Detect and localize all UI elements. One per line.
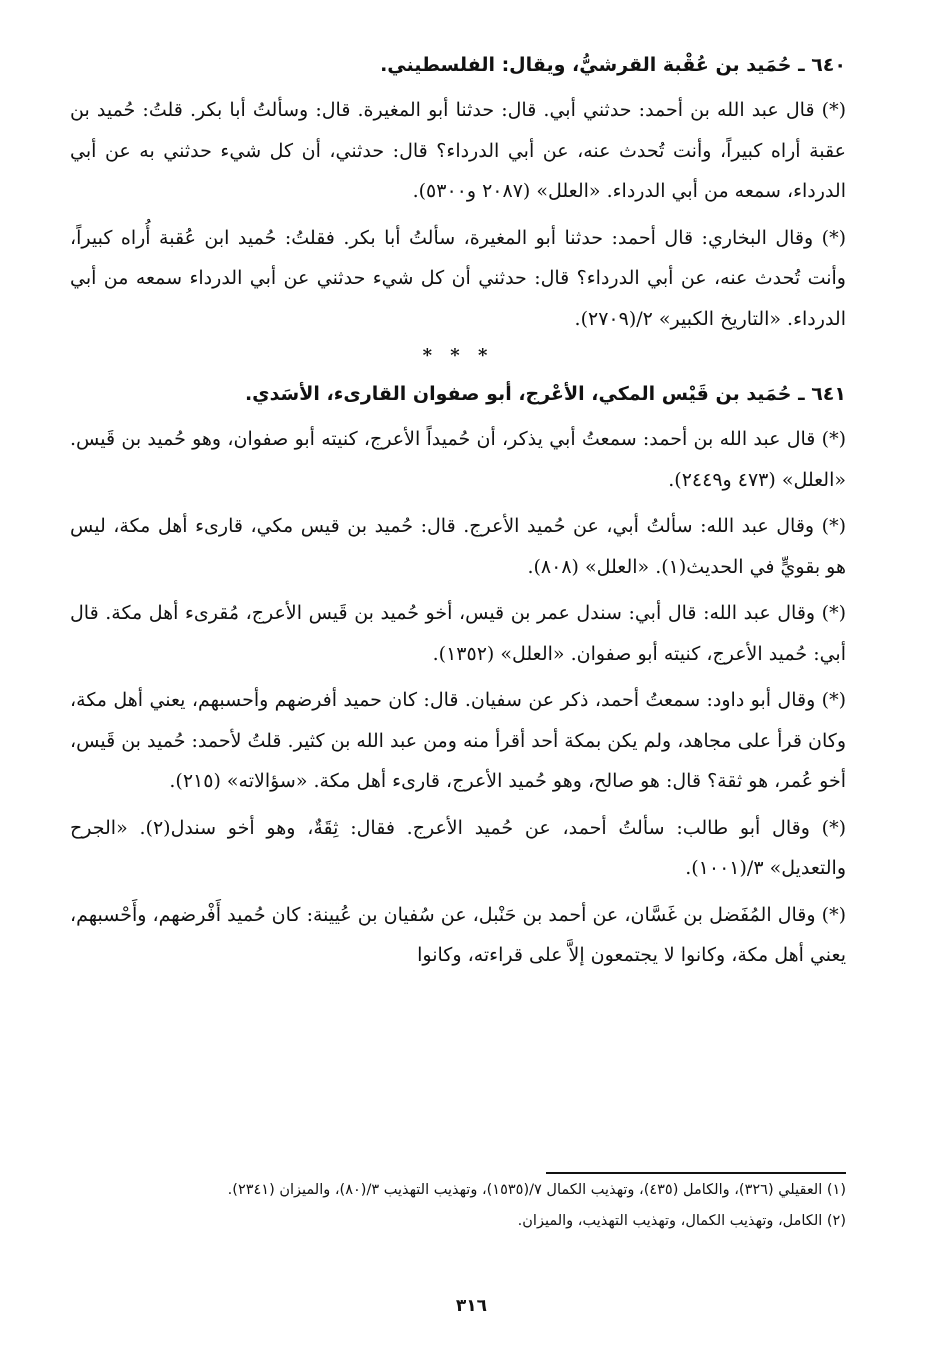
entry-paragraph: (*) وقال البخاري: قال أحمد: حدثنا أبو المغيرة، سألتُ أبا بكر. فقلتُ: حُميد ابن عُقبة أُراه كبيراً، وأنت تُحدث عنه، عن أبي الدرداء؟ قال: حدثني أن كل شيء حدثني عن أبي الدرداء سمعه من أبي الدرداء. «التاريخ الكبير» ٢/(٢٧٠٩). [70,226,846,330]
footnote-2: (٢) الكامل، وتهذيب الكمال، وتهذيب التهذيب، والميزان. [517,1213,846,1229]
entry-title: ٦٤٠ ـ حُمَيد بن عُقْبة القرشيُّ، ويقال: الفلسطيني. [380,54,846,76]
entry-paragraph: (*) وقال المُفَضل بن غَسَّان، عن أحمد بن حَنْبل، عن سُفيان بن عُيينة: كان حُميد أَفْرضهم، وأَحْسبهم، يعني أهل مكة، وكانوا لا يجتمعون إلاَّ على قراءته، وكانوا [70,903,846,966]
entry-paragraph: (*) وقال عبد الله: قال أبي: سندل عمر بن قيس، أخو حُميد بن قَيس الأعرج، مُقرىء أهل مكة. قال أبي: حُميد الأعرج، كنيته أبو صفوان. «العلل» (١٣٥٢). [70,602,846,665]
entry-640 [70,50,846,339]
section-separator: * * * [422,345,494,366]
page-number: ٣١٦ [455,1296,488,1316]
entry-paragraph: (*) قال عبد الله بن أحمد: حدثني أبي. قال: حدثنا أبو المغيرة. قال: وسألتُ أبا بكر. قلتُ: حُميد بن عقبة أراه كبيراً، وأنت تُحدث عنه، عن أبي الدرداء؟ قال: حدثني، أن كل شيء حدثني به عن أبي الدرداء، سمعه من أبي الدرداء. «العلل» (٢٠٨٧ و٥٣٠٠). [70,99,846,202]
entry-paragraph: (*) وقال أبو داود: سمعتُ أحمد، ذكر عن سفيان. قال: كان حميد أفرضهم وأحسبهم، يعني أهل مكة، وكان قرأ على مجاهد، ولم يكن بمكة أحد أقرأ منه ومن عبد الله بن كثير. قلتُ لأحمد: حُميد بن قَيس، أخو عُمر، هو ثقة؟ قال: هو صالح، وهو حُميد الأعرج، قارىء أهل مكة. «سؤالاته» (٢١٥). [70,689,846,792]
entry-641 [70,379,846,976]
footnote-1: (١) العقيلي (٣٢٦)، والكامل (٤٣٥)، وتهذيب الكمال ٧/(١٥٣٥)، وتهذيب التهذيب ٣/(٨٠)، والميزان (٢٣٤١). [227,1182,846,1198]
entry-paragraph: (*) قال عبد الله بن أحمد: سمعتُ أبي يذكر، أن حُميداً الأعرج، كنيته أبو صفوان، وهو حُميد بن قَيس. «العلل» (٤٧٣ و٢٤٤٩). [70,428,846,491]
entry-title: ٦٤١ ـ حُمَيد بن قَيْس المكي، الأعْرج، أبو صفوان القارىء، الأسَدي. [244,383,846,405]
entry-paragraph: (*) وقال عبد الله: سألتُ أبي، عن حُميد الأعرج. قال: حُميد بن قيس مكي، قارىء أهل مكة، ليس هو بقويٍّ في الحديث(١). «العلل» (٨٠٨). [70,515,846,578]
footnote-divider [546,1172,846,1174]
footnotes [70,1176,846,1236]
entry-paragraph: (*) وقال أبو طالب: سألتُ أحمد، عن حُميد الأعرج. فقال: ثِقَةٌ، وهو أخو سندل(٢). «الجرح والتعديل» ٣/(١٠٠١). [70,816,846,879]
page-body [70,50,846,982]
